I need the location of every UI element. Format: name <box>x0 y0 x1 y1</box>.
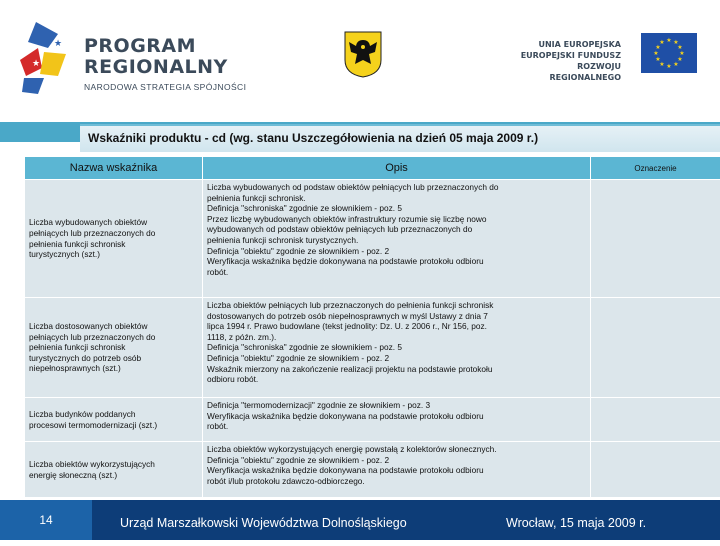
cell-line: robót. <box>207 421 586 432</box>
footer-organization: Urząd Marszałkowski Województwa Dolnośląskiego <box>120 500 407 546</box>
svg-text:★: ★ <box>666 37 671 44</box>
description-cell <box>203 180 591 298</box>
slide-title: Wskaźniki produktu - cd (wg. stanu Uszczegółowienia na dzień 05 maja 2009 r.) <box>80 124 720 152</box>
cell-line: Definicja "schroniska" zgodnie ze słownikiem - poz. 5 <box>207 342 586 353</box>
cell-line: Liczba dostosowanych obiektów <box>29 321 198 332</box>
svg-text:★: ★ <box>54 38 62 48</box>
cell-line: Weryfikacja wskaźnika będzie dokonywana na podstawie protokołu odbioru <box>207 411 586 422</box>
cell-line: wybudowanych od podstaw obiektów pełniących lub przeznaczonych do <box>207 224 586 235</box>
program-regionalny-logo-icon <box>14 16 76 98</box>
table-row <box>25 180 720 298</box>
designation-cell <box>591 180 720 298</box>
table-row <box>25 398 720 442</box>
eu-line-1: UNIA EUROPEJSKA <box>503 39 621 50</box>
cell-line: Liczba wybudowanych od podstaw obiektów pełniących lub przeznaczonych do <box>207 182 586 193</box>
indicator-name-cell <box>25 298 203 398</box>
designation-cell <box>591 442 720 498</box>
svg-text:★: ★ <box>673 61 678 68</box>
cell-line: Liczba budynków poddanych <box>29 409 198 420</box>
cell-line: turystycznych do potrzeb osób <box>29 353 198 364</box>
svg-text:★: ★ <box>677 56 682 63</box>
table-row <box>25 298 720 398</box>
svg-text:★: ★ <box>653 50 658 57</box>
cell-line: robót. <box>207 267 586 278</box>
description-cell <box>203 398 591 442</box>
cell-line: Weryfikacja wskaźnika będzie dokonywana na podstawie protokołu odbioru <box>207 256 586 267</box>
cell-line: odbioru robót. <box>207 374 586 385</box>
cell-line: Przez liczbę wybudowanych obiektów infrastruktury rozumie się liczbę nowo <box>207 214 586 225</box>
cell-line: Definicja "obiektu" zgodnie ze słownikiem - poz. 2 <box>207 353 586 364</box>
indicator-name-cell <box>25 442 203 498</box>
cell-line: lipca 1994 r. Prawo budowlane (tekst jednolity: Dz. U. z 2006 r., Nr 156, poz. <box>207 321 586 332</box>
cell-line: dostosowanych do potrzeb osób niepełnosprawnych w myśl Ustawy z dnia 7 <box>207 311 586 322</box>
cell-line: Liczba wybudowanych obiektów <box>29 217 198 228</box>
cell-line: Weryfikacja wskaźnika będzie dokonywana na podstawie protokołu odbioru <box>207 465 586 476</box>
cell-line: Liczba obiektów pełniących lub przeznaczonych do pełnienia funkcji schronisk <box>207 300 586 311</box>
cell-line: 1118, z późn. zm.). <box>207 332 586 343</box>
svg-text:★: ★ <box>659 39 664 46</box>
table-header-row <box>25 157 720 180</box>
cell-line: Wskaźnik mierzony na zakończenie realizacji projektu na podstawie protokołu <box>207 364 586 375</box>
header-description: Opis <box>203 157 591 180</box>
cell-line: Liczba obiektów wykorzystujących energię powstałą z kolektorów słonecznych. <box>207 444 586 455</box>
program-line-3: NARODOWA STRATEGIA SPÓJNOŚCI <box>84 82 246 92</box>
cell-line: Definicja "obiektu" zgodnie ze słownikiem - poz. 2 <box>207 455 586 466</box>
program-line-2: REGIONALNY <box>84 57 246 78</box>
svg-text:★: ★ <box>655 56 660 63</box>
cell-line: Liczba obiektów wykorzystujących <box>29 459 198 470</box>
description-cell <box>203 442 591 498</box>
eu-line-3: ROZWOJU REGIONALNEGO <box>503 61 621 83</box>
footer-date: Wrocław, 15 maja 2009 r. <box>506 500 646 546</box>
indicators-table <box>24 156 720 498</box>
program-regionalny-text <box>84 36 246 92</box>
svg-text:★: ★ <box>655 44 660 51</box>
header-designation: Oznaczenie <box>591 157 720 180</box>
svg-text:★: ★ <box>666 63 671 70</box>
svg-text:★: ★ <box>32 58 40 68</box>
cell-line: turystycznych (szt.) <box>29 249 198 260</box>
svg-text:★: ★ <box>679 50 684 57</box>
program-line-1: PROGRAM <box>84 36 246 57</box>
lower-silesia-crest-icon <box>343 30 383 78</box>
eu-flag-icon <box>641 33 697 73</box>
svg-text:★: ★ <box>673 39 678 46</box>
cell-line: pełnienia funkcji schronisk. <box>207 193 586 204</box>
cell-line: Definicja "termomodernizacji" zgodnie ze słownikiem - poz. 3 <box>207 400 586 411</box>
cell-line: pełnienia funkcji schronisk <box>29 239 198 250</box>
eu-line-2: EUROPEJSKI FUNDUSZ <box>503 50 621 61</box>
cell-line: pełniących lub przeznaczonych do <box>29 332 198 343</box>
cell-line: niepełnosprawnych (szt.) <box>29 363 198 374</box>
table-row <box>25 442 720 498</box>
designation-cell <box>591 298 720 398</box>
eu-fund-text <box>503 39 621 83</box>
cell-line: robót i/lub protokołu zdawczo-odbiorczego. <box>207 476 586 487</box>
svg-text:★: ★ <box>677 44 682 51</box>
cell-line: Definicja "schroniska" zgodnie ze słownikiem - poz. 5 <box>207 203 586 214</box>
cell-line: pełnienia funkcji schronisk turystycznych. <box>207 235 586 246</box>
slide-footer <box>0 500 720 540</box>
cell-line: pełnienia funkcji schronisk <box>29 342 198 353</box>
cell-line: Definicja "obiektu" zgodnie ze słownikiem - poz. 2 <box>207 246 586 257</box>
indicator-name-cell <box>25 398 203 442</box>
header-indicator-name: Nazwa wskaźnika <box>25 157 203 180</box>
svg-text:★: ★ <box>659 61 664 68</box>
designation-cell <box>591 398 720 442</box>
cell-line: energię słoneczną (szt.) <box>29 470 198 481</box>
slide-header <box>0 0 720 122</box>
description-cell <box>203 298 591 398</box>
cell-line: procesowi termomodernizacji (szt.) <box>29 420 198 431</box>
cell-line: pełniących lub przeznaczonych do <box>29 228 198 239</box>
indicator-name-cell <box>25 180 203 298</box>
page-number: 14 <box>0 500 92 540</box>
